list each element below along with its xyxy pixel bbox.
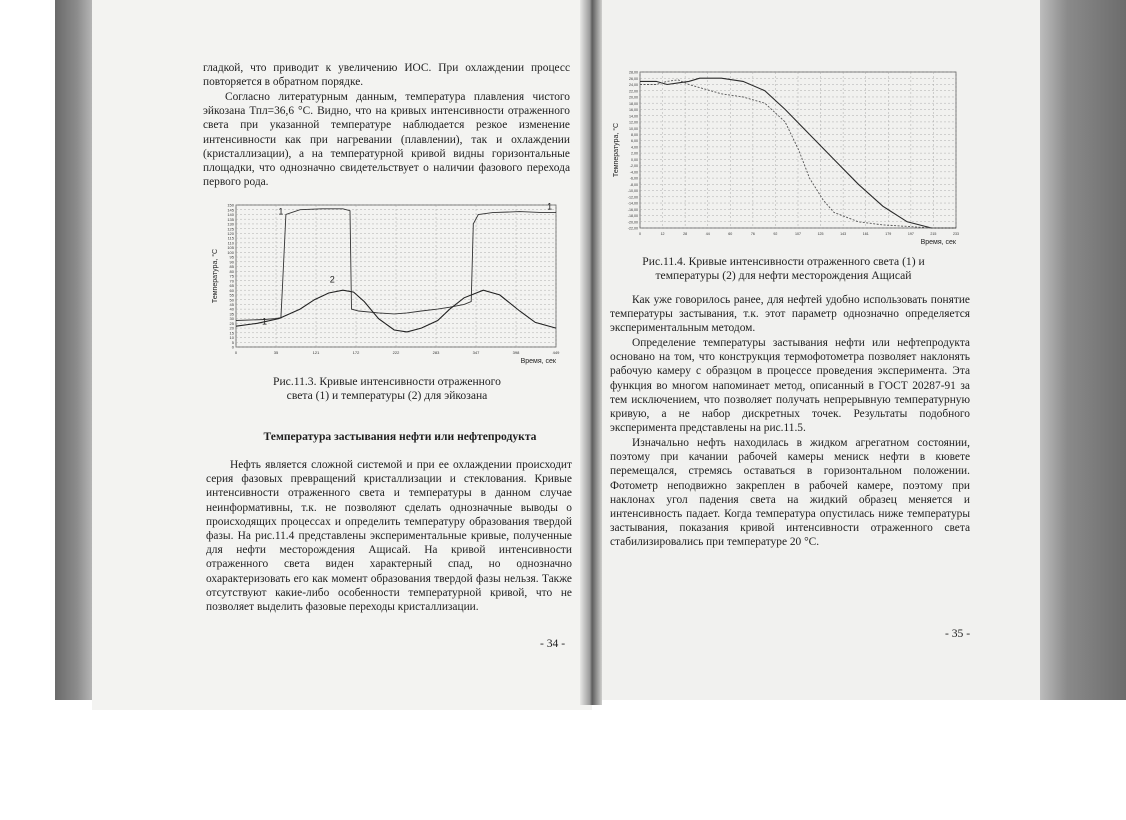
y-tick-label: 15 bbox=[229, 330, 234, 336]
x-tick-label: 347 bbox=[472, 350, 480, 355]
y-tick-label: 120 bbox=[227, 231, 234, 236]
y-tick-label: 18,00 bbox=[629, 101, 638, 106]
x-tick-label: 449 bbox=[552, 350, 560, 355]
y-tick-label: 80 bbox=[229, 268, 234, 274]
y-tick-label: 30 bbox=[229, 316, 234, 322]
y-tick-label: 95 bbox=[229, 254, 234, 260]
y-tick-label: 2,00 bbox=[631, 151, 638, 156]
x-tick-label: 121 bbox=[312, 350, 320, 355]
figure-11-3-caption: Рис.11.3. Кривые интенсивности отраженного света (1) и температуры (2) для эйкозана bbox=[273, 375, 501, 402]
curve-number-label: 1 bbox=[547, 201, 553, 212]
x-tick-label: 0 bbox=[234, 350, 238, 355]
y-tick-label: 10 bbox=[229, 335, 234, 341]
y-tick-label: 85 bbox=[229, 264, 234, 270]
y-tick-label: 140 bbox=[227, 212, 234, 218]
x-tick-label: 92 bbox=[773, 232, 778, 236]
y-tick-label: 60 bbox=[229, 287, 234, 293]
y-tick-label: 5 bbox=[231, 339, 234, 345]
figure-11-4-chart bbox=[608, 62, 966, 250]
x-tick-label: 35 bbox=[273, 350, 279, 355]
x-tick-label: 60 bbox=[728, 232, 733, 236]
y-tick-label: 28,00 bbox=[629, 70, 638, 75]
y-tick-label: 125 bbox=[227, 226, 234, 232]
y-tick-label: 35 bbox=[229, 311, 234, 317]
x-tick-label: 161 bbox=[862, 232, 869, 236]
y-tick-label: -14,00 bbox=[627, 201, 638, 206]
x-tick-label: 12 bbox=[660, 232, 665, 236]
y-tick-label: 105 bbox=[227, 245, 234, 251]
x-tick-label: 233 bbox=[953, 232, 959, 236]
book-edge-right bbox=[1036, 0, 1126, 700]
y-tick-label: 100 bbox=[227, 249, 234, 255]
x-tick-label: 283 bbox=[432, 350, 440, 355]
x-tick-label: 107 bbox=[795, 232, 801, 236]
y-tick-label: 50 bbox=[229, 297, 234, 303]
y-tick-label: 115 bbox=[227, 235, 234, 241]
y-tick-label: 150 bbox=[227, 202, 234, 208]
paragraph-eicosane: Согласно литературным данным, температура плавления чистого эйкозана Тпл=36,6 °С. Видно, что на кривых интенсивности отраженного света при указанной температуре наблюдается резкое изменение интенсивности как при нагревании (плавлении), так и охлаждении (кристаллизации), а на температурной кривой видны горизонтальные площадки, что однозначно свидетельствует о наличии фазового перехода первого рода. bbox=[203, 91, 570, 189]
book-gutter bbox=[580, 0, 602, 705]
x-tick-label: 215 bbox=[930, 232, 937, 236]
x-tick-label: 172 bbox=[352, 350, 360, 355]
section-heading: Температура застывания нефти или нефтепродукта bbox=[263, 430, 537, 443]
y-tick-label: 8,00 bbox=[631, 133, 638, 137]
page-number-right: - 35 - bbox=[945, 627, 971, 640]
y-tick-label: 24,00 bbox=[629, 83, 638, 88]
x-tick-label: 44 bbox=[705, 232, 710, 236]
y-tick-label: 12,00 bbox=[629, 120, 638, 125]
y-tick-label: 26,00 bbox=[629, 76, 638, 81]
curve-number-label: 1 bbox=[261, 316, 268, 327]
y-axis-label: Температура, °С bbox=[212, 248, 219, 304]
y-tick-label: 22,00 bbox=[629, 89, 638, 94]
paragraph-pour-point: Как уже говорилось ранее, для нефтей удобно использовать понятие температуры застывания, т.к. этот параметр однозначно определяется экспериментальным методом. bbox=[610, 294, 970, 335]
y-tick-label: 145 bbox=[227, 207, 234, 213]
figure-11-3-chart bbox=[206, 195, 574, 373]
y-tick-label: 14,00 bbox=[629, 114, 638, 119]
y-tick-label: -18,00 bbox=[627, 214, 638, 219]
y-tick-label: 55 bbox=[229, 292, 234, 298]
y-tick-label: 20,00 bbox=[629, 95, 638, 100]
y-tick-label: 4,00 bbox=[631, 145, 638, 150]
y-tick-label: -8,00 bbox=[629, 182, 638, 187]
x-axis-label: Время, сек bbox=[920, 239, 956, 246]
x-axis-label: Время, сек bbox=[520, 358, 556, 365]
x-tick-label: 197 bbox=[907, 232, 914, 236]
x-tick-label: 28 bbox=[683, 232, 688, 236]
curve-number-label: 2 bbox=[329, 274, 335, 285]
y-tick-label: -16,00 bbox=[627, 207, 638, 212]
y-tick-label: 16,00 bbox=[629, 108, 638, 113]
y-tick-label: -12,00 bbox=[627, 195, 638, 200]
y-tick-label: 70 bbox=[229, 278, 234, 284]
y-tick-label: 25 bbox=[229, 320, 234, 326]
y-tick-label: 6,00 bbox=[631, 139, 638, 144]
y-tick-label: 45 bbox=[229, 302, 234, 307]
x-tick-label: 143 bbox=[840, 232, 847, 236]
y-tick-label: -20,00 bbox=[627, 220, 638, 225]
x-tick-label: 222 bbox=[392, 350, 400, 355]
y-tick-label: 65 bbox=[229, 283, 234, 289]
x-tick-label: 398 bbox=[512, 350, 520, 355]
paragraph-definition: Определение температуры застывания нефти или нефтепродукта основано на том, что конструкция термофотометра позволяет наклонять рабочую камеру с образцом в процессе проведения эксперимента. Эта функция во многом напоминает метод, описанный в ГОСТ 20287-91 за тем исключением, что позволяет получать непрерывную температурную кривую, а не набор дискретных точек. Результаты подобного эксперимента представлены на рис.11.5. bbox=[610, 337, 970, 435]
page-number-left: - 34 - bbox=[540, 637, 566, 650]
paragraph-initial-state: Изначально нефть находилась в жидком агрегатном состоянии, поэтому при качании рабочей камеры мениск нефти в кювете перемещался, стремясь оставаться в горизонтальном положении. Фотометр неподвижно закреплен в рабочей камере, поэтому при наклонах угол падения света на жидкий образец меняется и интенсивность падает. Когда температура опустилась ниже температуры застывания, показания кривой интенсивности отраженного света стабилизировались при температуре 20 °С. bbox=[610, 437, 970, 549]
y-tick-label: 0 bbox=[231, 344, 234, 350]
y-tick-label: 75 bbox=[229, 273, 234, 279]
x-tick-label: 76 bbox=[750, 232, 755, 236]
y-tick-label: 10,00 bbox=[629, 126, 638, 131]
y-tick-label: 0,00 bbox=[631, 157, 638, 162]
y-tick-label: -2,00 bbox=[629, 164, 638, 169]
paragraph-intro: гладкой, что приводит к увеличению ИОС. При охлаждении процесс повторяется в обратном порядке. bbox=[203, 62, 570, 89]
y-tick-label: 20 bbox=[229, 325, 234, 331]
y-tick-label: 40 bbox=[229, 306, 234, 312]
y-tick-label: 130 bbox=[227, 221, 234, 227]
x-tick-label: 179 bbox=[885, 232, 892, 236]
y-tick-label: 110 bbox=[227, 240, 234, 246]
y-tick-label: 135 bbox=[227, 216, 234, 222]
x-tick-label: 125 bbox=[817, 232, 824, 236]
y-tick-label: 90 bbox=[229, 259, 234, 265]
book-edge-left bbox=[55, 0, 95, 700]
y-tick-label: -6,00 bbox=[629, 176, 638, 181]
figure-11-4-caption: Рис.11.4. Кривые интенсивности отраженного света (1) и температуры (2) для нефти месторождения Ащисай bbox=[642, 255, 925, 282]
y-axis-label: Температура, °С bbox=[613, 122, 620, 178]
y-tick-label: -4,00 bbox=[629, 170, 638, 175]
x-tick-label: 0 bbox=[639, 232, 641, 236]
paragraph-oil: Нефть является сложной системой и при ее охлаждении происходит серия фазовых превращений кристаллизации и стеклования. Кривые интенсивности отраженного света и температуры в данном случае неинформативны, т.к. не позволяют сделать однозначные выводы о происходящих процессах и определить температуру образования твердой фазы. На рис.11.4 представлены экспериментальные кривые, полученные для нефти месторождения Ащисай. На кривой интенсивности отраженного света виден характерный спад, но однозначно охарактеризовать его как момент образования твердой фазы нельзя. Также отсутствуют какие-либо особенности температурной кривой, что не позволяет выделить фазовые переходы кристаллизации. bbox=[206, 459, 572, 614]
y-tick-label: -10,00 bbox=[627, 189, 638, 194]
y-tick-label: -22,00 bbox=[627, 226, 638, 231]
curve-number-label: 1 bbox=[278, 206, 284, 217]
